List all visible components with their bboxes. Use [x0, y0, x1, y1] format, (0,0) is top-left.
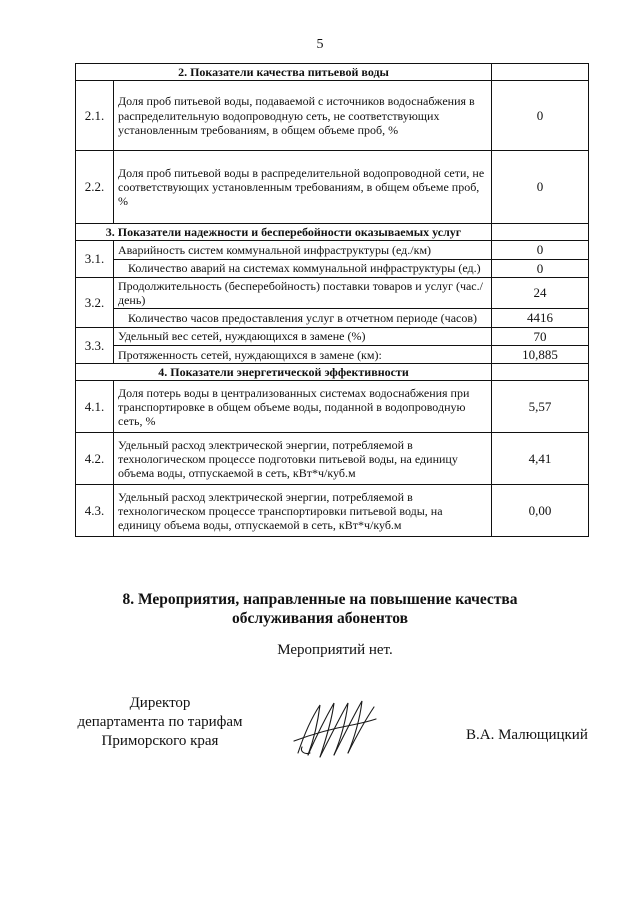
section-8-heading	[0, 591, 640, 628]
signer-title-line-2: департамента по тарифам	[77, 713, 243, 730]
row-value: 10,885	[492, 345, 589, 363]
table-row	[76, 259, 589, 277]
table-row	[76, 309, 589, 327]
row-value: 0	[492, 81, 589, 151]
table-row	[76, 485, 589, 537]
row-description: Аварийность систем коммунальной инфраструктуры (ед./км)	[114, 241, 492, 259]
row-description: Количество аварий на системах коммунальной инфраструктуры (ед.)	[114, 259, 492, 277]
row-description: Протяженность сетей, нуждающихся в замене (км):	[114, 345, 492, 363]
section-2-header: 2. Показатели качества питьевой воды	[76, 64, 492, 81]
table-row	[76, 277, 589, 308]
indicators-table	[75, 63, 589, 537]
row-value: 0	[492, 241, 589, 259]
table-row	[76, 241, 589, 259]
table-row	[76, 433, 589, 485]
row-description: Количество часов предоставления услуг в отчетном периоде (часов)	[114, 309, 492, 327]
section-3-header-row	[76, 224, 589, 241]
table-row	[76, 345, 589, 363]
row-value: 24	[492, 277, 589, 308]
row-number: 3.2.	[76, 277, 114, 327]
section-8-heading-line-1: 8. Мероприятия, направленные на повышение качества	[122, 591, 518, 608]
table-row	[76, 151, 589, 224]
signer-title-line-1: Директор	[129, 695, 191, 711]
row-description: Удельный вес сетей, нуждающихся в замене (%)	[114, 327, 492, 345]
row-value: 4,41	[492, 433, 589, 485]
row-description: Доля потерь воды в централизованных системах водоснабжения при транспортировке в общем объеме воды, поданной в водопроводную сеть, %	[114, 381, 492, 433]
row-description: Доля проб питьевой воды, подаваемой с источников водоснабжения в распределительную водопроводную сеть, не соответствующих установленным требованиям, в общем объеме проб, %	[114, 81, 492, 151]
row-number: 2.2.	[76, 151, 114, 224]
row-number: 3.1.	[76, 241, 114, 278]
section-4-header: 4. Показатели энергетической эффективности	[76, 364, 492, 381]
row-description: Доля проб питьевой воды в распределительной водопроводной сети, не соответствующих установленным требованиям, в общем объеме проб, %	[114, 151, 492, 224]
signer-title-line-3: Приморского края	[101, 732, 219, 749]
table-row	[76, 381, 589, 433]
page-number: 5	[316, 37, 324, 52]
signer-title	[70, 694, 250, 750]
signer-name: В.А. Малющицкий	[466, 727, 588, 743]
table-row	[76, 81, 589, 151]
row-number: 4.1.	[76, 381, 114, 433]
row-number: 3.3.	[76, 327, 114, 364]
row-value: 0	[492, 259, 589, 277]
section-3-header: 3. Показатели надежности и бесперебойности оказываемых услуг	[76, 224, 492, 241]
row-value: 5,57	[492, 381, 589, 433]
row-value: 0,00	[492, 485, 589, 537]
row-value: 70	[492, 327, 589, 345]
row-value: 4416	[492, 309, 589, 327]
row-value: 0	[492, 151, 589, 224]
row-number: 4.3.	[76, 485, 114, 537]
handwritten-signature	[290, 695, 380, 761]
row-number: 2.1.	[76, 81, 114, 151]
row-number: 4.2.	[76, 433, 114, 485]
row-description: Удельный расход электрической энергии, потребляемой в технологическом процессе транспортировки питьевой воды, на единицу объема воды, отпускаемой в сеть, кВт*ч/куб.м	[114, 485, 492, 537]
section-2-header-row	[76, 64, 589, 81]
section-4-header-row	[76, 364, 589, 381]
section-8-heading-line-2: обслуживания абонентов	[232, 609, 408, 627]
table-row	[76, 327, 589, 345]
no-measures-text: Мероприятий нет.	[277, 642, 393, 658]
row-description: Удельный расход электрической энергии, потребляемой в технологическом процессе подготовки питьевой воды, на единицу объема воды, отпускаемой в сеть, кВт*ч/куб.м	[114, 433, 492, 485]
row-description: Продолжительность (бесперебойность) поставки товаров и услуг (час./день)	[114, 277, 492, 308]
